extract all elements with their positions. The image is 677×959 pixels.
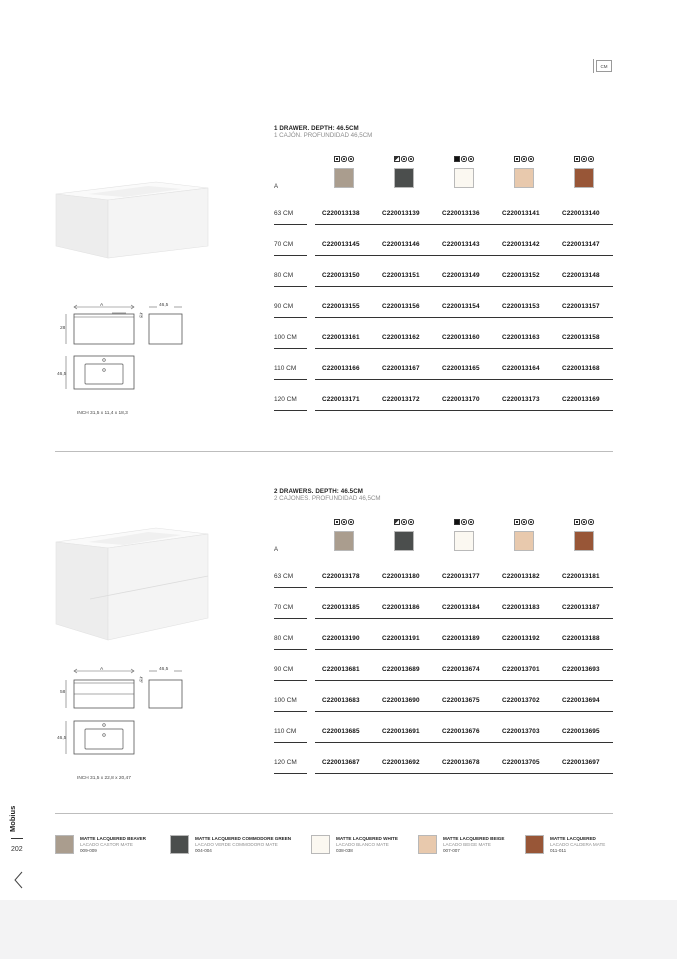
swatch-commodore-green	[394, 168, 414, 188]
legend-swatch	[55, 835, 74, 854]
product-code: C220013146	[382, 241, 420, 248]
legend-name-es: LACADO BLANCO MATE	[336, 842, 389, 847]
row-rule	[315, 379, 613, 380]
product-code: C220013190	[322, 635, 360, 642]
column-label-a: A	[274, 547, 279, 553]
product-code: C220013187	[562, 604, 600, 611]
product-code: C220013681	[322, 666, 360, 673]
row-rule	[274, 587, 307, 588]
cabinet-2-drawers-illustration	[52, 520, 212, 645]
product-code: C220013702	[502, 697, 540, 704]
row-rule	[315, 410, 613, 411]
row-size: 100 CM	[274, 697, 297, 704]
row-rule	[315, 255, 613, 256]
table-row	[274, 357, 614, 388]
legend-code: 038-038	[336, 848, 353, 853]
legend-swatch	[311, 835, 330, 854]
legend-code: 011-011	[550, 848, 567, 853]
chevron-left-icon[interactable]	[10, 870, 28, 890]
finish-icons-white	[454, 156, 476, 163]
product-code: C220013690	[382, 697, 420, 704]
product-code: C220013150	[322, 272, 360, 279]
product-code: C220013138	[322, 210, 360, 217]
row-rule	[274, 618, 307, 619]
product-code: C220013136	[442, 210, 480, 217]
section-subtitle: 2 CAJONES. PROFUNDIDAD 46,5CM	[274, 495, 381, 502]
row-rule	[274, 410, 307, 411]
swatch-commodore-green	[394, 531, 414, 551]
product-code: C220013182	[502, 573, 540, 580]
product-code: C220013158	[562, 334, 600, 341]
row-size: 63 CM	[274, 573, 294, 580]
product-code: C220013163	[502, 334, 540, 341]
row-rule	[274, 649, 307, 650]
product-code: C220013164	[502, 365, 540, 372]
finish-icons-row	[334, 156, 594, 164]
dim-drawer-label: 4,6	[138, 312, 143, 318]
row-rule	[315, 348, 613, 349]
row-size: 80 CM	[274, 635, 294, 642]
section-divider	[55, 451, 613, 452]
product-code: C220013160	[442, 334, 480, 341]
dim-plan-depth-label: 46,5	[57, 736, 67, 741]
brand-underline	[11, 838, 23, 839]
finish-icons-beige	[514, 519, 536, 526]
product-code: C220013184	[442, 604, 480, 611]
row-rule	[315, 224, 613, 225]
table-row	[274, 689, 614, 720]
product-code: C220013703	[502, 728, 540, 735]
product-code: C220013166	[322, 365, 360, 372]
product-code: C220013149	[442, 272, 480, 279]
product-code: C220013687	[322, 759, 360, 766]
product-code: C220013173	[502, 396, 540, 403]
row-rule	[274, 286, 307, 287]
inch-dimensions-note: INCH 31,5 x 11,4 x 18,3	[77, 411, 128, 416]
viewer-bottom-bar	[0, 900, 677, 959]
legend-item-beige	[418, 832, 518, 858]
swatch-caldera	[574, 168, 594, 188]
product-code: C220013143	[442, 241, 480, 248]
row-size: 100 CM	[274, 334, 297, 341]
finish-icons-beige	[514, 156, 536, 163]
product-code: C220013157	[562, 303, 600, 310]
product-code: C220013162	[382, 334, 420, 341]
product-code: C220013170	[442, 396, 480, 403]
product-code: C220013140	[562, 210, 600, 217]
product-code: C220013192	[502, 635, 540, 642]
legend-name: MATTE LACQUERED COMMODORE GREEN	[195, 836, 292, 841]
product-code: C220013165	[442, 365, 480, 372]
row-rule	[274, 773, 307, 774]
dim-drawer-label: 4,6	[138, 676, 143, 682]
product-code: C220013705	[502, 759, 540, 766]
legend-item-caldera	[525, 832, 620, 858]
row-size: 90 CM	[274, 303, 294, 310]
legend-name-es: LACADO BEIGE MATE	[443, 842, 491, 847]
product-code: C220013691	[382, 728, 420, 735]
row-rule	[274, 379, 307, 380]
table-row	[274, 295, 614, 326]
row-rule	[315, 742, 613, 743]
legend-item-commodore-green	[170, 832, 305, 858]
row-rule	[274, 348, 307, 349]
product-code: C220013683	[322, 697, 360, 704]
legend-swatch	[170, 835, 189, 854]
product-code: C220013180	[382, 573, 420, 580]
product-code: C220013186	[382, 604, 420, 611]
product-code: C220013678	[442, 759, 480, 766]
row-rule	[274, 711, 307, 712]
legend-item-beaver	[55, 832, 165, 858]
row-size: 120 CM	[274, 759, 297, 766]
row-size: 120 CM	[274, 396, 297, 403]
product-code: C220013178	[322, 573, 360, 580]
finish-icons-beaver	[334, 156, 356, 163]
product-code: C220013161	[322, 334, 360, 341]
finish-icons-white	[454, 519, 476, 526]
row-size: 110 CM	[274, 728, 297, 735]
row-size: 70 CM	[274, 604, 294, 611]
product-code: C220013147	[562, 241, 600, 248]
legend-swatch	[418, 835, 437, 854]
product-code: C220013151	[382, 272, 420, 279]
product-code: C220013694	[562, 697, 600, 704]
product-code: C220013148	[562, 272, 600, 279]
table-row	[274, 388, 614, 419]
swatch-beige	[514, 531, 534, 551]
product-code: C220013171	[322, 396, 360, 403]
product-code: C220013167	[382, 365, 420, 372]
row-size: 70 CM	[274, 241, 294, 248]
table-row	[274, 596, 614, 627]
product-code: C220013155	[322, 303, 360, 310]
product-code: C220013142	[502, 241, 540, 248]
legend-item-white	[311, 832, 411, 858]
row-rule	[274, 317, 307, 318]
row-rule	[315, 618, 613, 619]
row-rule	[315, 317, 613, 318]
legend-code: 007-007	[443, 848, 460, 853]
product-code: C220013701	[502, 666, 540, 673]
section-subtitle: 1 CAJÓN. PROFUNDIDAD 46,5CM	[274, 132, 373, 139]
product-code: C220013191	[382, 635, 420, 642]
swatch-beaver	[334, 531, 354, 551]
dimension-drawing	[52, 663, 187, 758]
row-rule	[315, 649, 613, 650]
row-rule	[315, 711, 613, 712]
product-code: C220013154	[442, 303, 480, 310]
dimension-drawing	[52, 300, 187, 392]
swatch-white	[454, 531, 474, 551]
product-code: C220013181	[562, 573, 600, 580]
swatch-beaver	[334, 168, 354, 188]
finish-swatches	[334, 531, 594, 555]
legend-name-es: LACADO CALDERA MATE	[550, 842, 606, 847]
product-code: C220013676	[442, 728, 480, 735]
row-rule	[274, 742, 307, 743]
table-row	[274, 565, 614, 596]
table-row	[274, 326, 614, 357]
product-code: C220013152	[502, 272, 540, 279]
product-code: C220013689	[382, 666, 420, 673]
section-title: 1 DRAWER. DEPTH: 46.5CM	[274, 125, 359, 132]
row-rule	[274, 224, 307, 225]
swatch-white	[454, 168, 474, 188]
product-code: C220013188	[562, 635, 600, 642]
finish-icons-caldera	[574, 156, 596, 163]
row-size: 110 CM	[274, 365, 297, 372]
dim-height-label: 58	[60, 690, 66, 695]
product-code: C220013674	[442, 666, 480, 673]
swatch-beige	[514, 168, 534, 188]
legend-code: 004-004	[195, 848, 212, 853]
table-row	[274, 233, 614, 264]
row-size: 63 CM	[274, 210, 294, 217]
table-row	[274, 751, 614, 782]
legend-name-es: LACADO VERDE COMMODORO MATE	[195, 842, 278, 847]
finish-icons-beaver	[334, 519, 356, 526]
legend-name: MATTE LACQUERED WHITE	[336, 836, 398, 841]
product-code: C220013177	[442, 573, 480, 580]
table-row	[274, 264, 614, 295]
product-code: C220013185	[322, 604, 360, 611]
swatch-caldera	[574, 531, 594, 551]
dim-depth-label: 46,5	[159, 667, 169, 672]
row-rule	[315, 587, 613, 588]
product-code: C220013145	[322, 241, 360, 248]
legend-name-es: LACADO CASTOR MATE	[80, 842, 133, 847]
finishes-legend	[0, 832, 677, 862]
dim-depth-label: 46,5	[159, 303, 169, 308]
product-code: C220013183	[502, 604, 540, 611]
product-code: C220013189	[442, 635, 480, 642]
dim-plan-depth-label: 46,5	[57, 372, 67, 377]
legend-name: MATTE LACQUERED BEIGE	[443, 836, 505, 841]
product-code: C220013169	[562, 396, 600, 403]
product-code: C220013168	[562, 365, 600, 372]
product-code: C220013695	[562, 728, 600, 735]
legend-divider	[55, 813, 613, 814]
legend-swatch	[525, 835, 544, 854]
row-rule	[315, 680, 613, 681]
product-code: C220013156	[382, 303, 420, 310]
row-rule	[274, 255, 307, 256]
finish-icons-commodore	[394, 156, 416, 163]
row-size: 90 CM	[274, 666, 294, 673]
product-code: C220013153	[502, 303, 540, 310]
row-rule	[274, 680, 307, 681]
inch-dimensions-note: INCH 31,5 x 22,8 x 20,47	[77, 776, 131, 781]
section-title: 2 DRAWERS. DEPTH: 46.5CM	[274, 488, 364, 495]
finish-icons-row	[334, 519, 594, 527]
column-label-a: A	[274, 184, 279, 190]
finish-icons-caldera	[574, 519, 596, 526]
table-row	[274, 658, 614, 689]
product-code: C220013697	[562, 759, 600, 766]
row-size: 80 CM	[274, 272, 294, 279]
brand-name: Mobius	[8, 805, 17, 832]
finish-icons-commodore	[394, 519, 416, 526]
product-code: C220013141	[502, 210, 540, 217]
dim-width-label: A	[100, 667, 104, 672]
product-code: C220013692	[382, 759, 420, 766]
product-code: C220013139	[382, 210, 420, 217]
product-code: C220013685	[322, 728, 360, 735]
table-row	[274, 627, 614, 658]
row-rule	[315, 286, 613, 287]
legend-name: MATTE LACQUERED	[550, 836, 596, 841]
product-code: C220013693	[562, 666, 600, 673]
product-code: C220013172	[382, 396, 420, 403]
unit-badge: CM	[596, 60, 612, 72]
finish-swatches	[334, 168, 594, 192]
cabinet-1-drawer-illustration	[52, 176, 212, 266]
legend-name: MATTE LACQUERED BEAVER	[80, 836, 146, 841]
dim-height-label: 28	[60, 326, 66, 331]
table-row	[274, 720, 614, 751]
legend-code: 009-009	[80, 848, 97, 853]
dim-width-label: A	[100, 303, 104, 308]
row-rule	[315, 773, 613, 774]
table-row	[274, 202, 614, 233]
page-number: 202	[11, 846, 23, 853]
product-code: C220013675	[442, 697, 480, 704]
